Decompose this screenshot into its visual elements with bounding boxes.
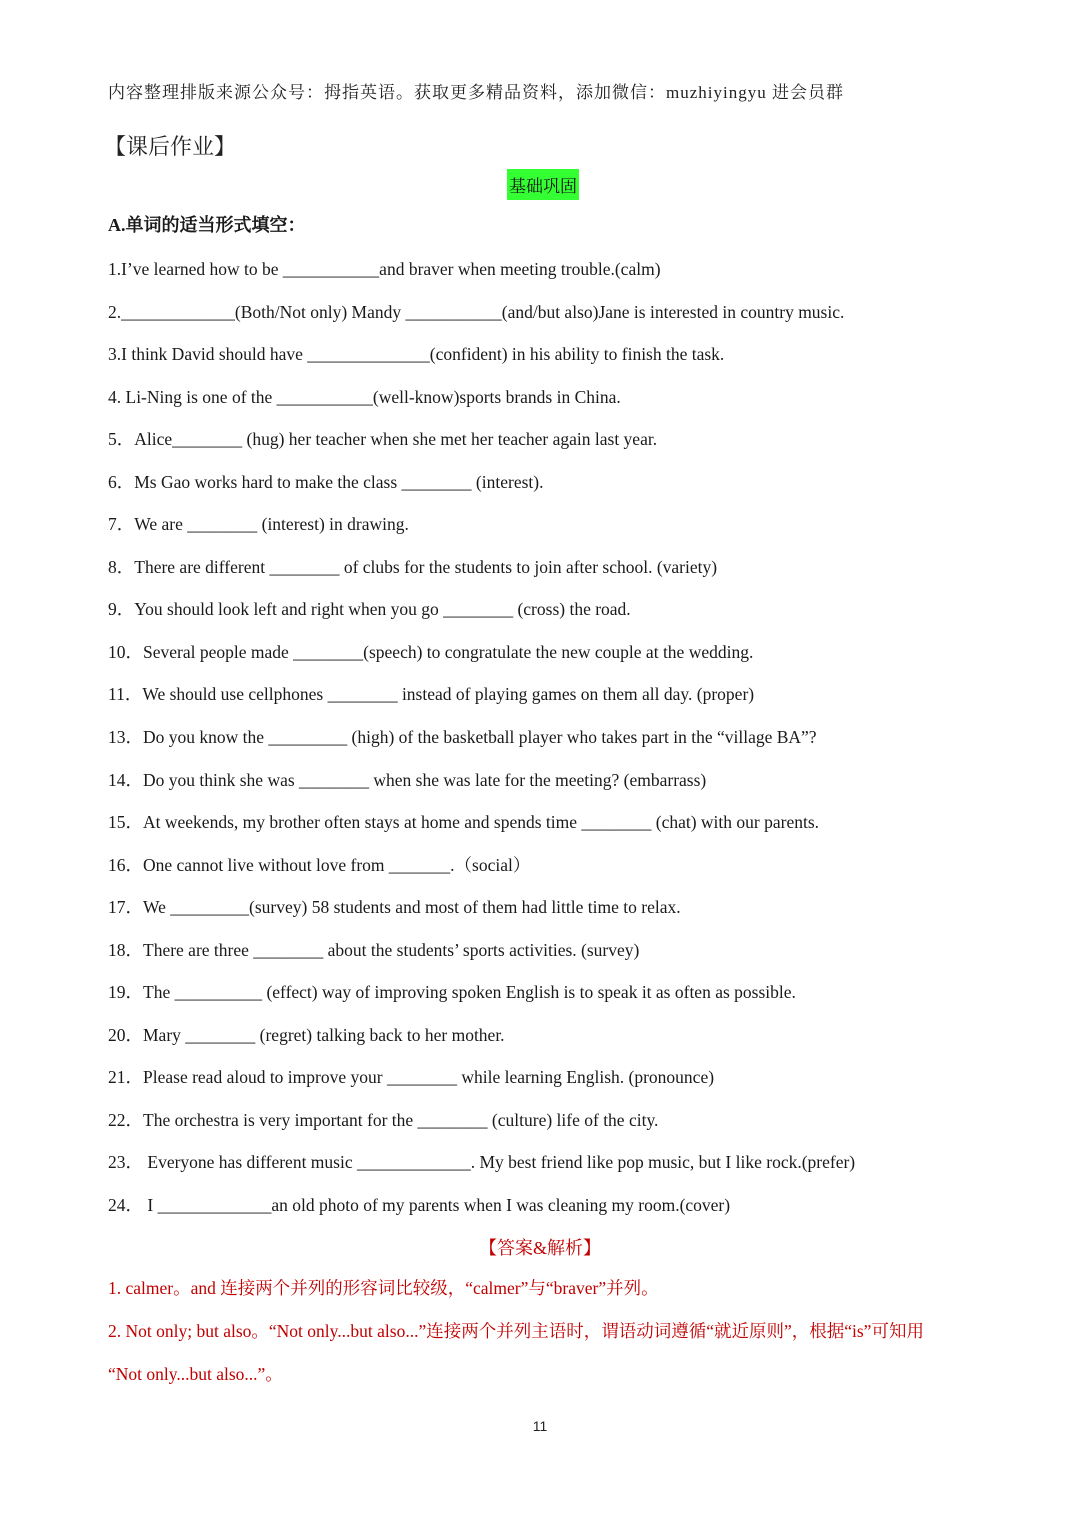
question-item: 6．Ms Gao works hard to make the class ________ (interest). bbox=[108, 471, 544, 492]
section-title: 【课后作业】 bbox=[104, 134, 237, 159]
question-item: 9．You should look left and right when you go ________ (cross) the road. bbox=[108, 599, 631, 620]
question-item: 19．The __________ (effect) way of improving spoken English is to speak it as often as possible. bbox=[108, 982, 796, 1003]
question-item: 8．There are different ________ of clubs for the students to join after school. (variety) bbox=[108, 556, 718, 577]
question-item: 23． Everyone has different music _____________. My best friend like pop music, but I like rock.(prefer) bbox=[108, 1152, 856, 1173]
question-item: 17．We _________(survey) 58 students and most of them had little time to relax. bbox=[108, 897, 681, 918]
question-item: 24． I _____________an old photo of my parents when I was cleaning my room.(cover) bbox=[108, 1195, 731, 1216]
question-item: 22．The orchestra is very important for the ________ (culture) life of the city. bbox=[108, 1109, 659, 1130]
question-item: 11．We should use cellphones ________ instead of playing games on them all day. (proper) bbox=[108, 684, 755, 705]
question-item: 15．At weekends, my brother often stays at home and spends time ________ (chat) with our parents. bbox=[108, 812, 820, 833]
question-item: 18．There are three ________ about the students’ sports activities. (survey) bbox=[108, 939, 640, 960]
question-item: 14．Do you think she was ________ when she was late for the meeting? (embarrass) bbox=[108, 769, 707, 790]
question-item: 4. Li-Ning is one of the ___________(well-know)sports brands in China. bbox=[108, 386, 621, 407]
question-list bbox=[108, 257, 988, 1236]
answer-2-line-1: 2. Not only; but also。“Not only...but also...”连接两个并列主语时，谓语动词遵循“就近原则”，根据“is”可知用 bbox=[108, 1321, 924, 1341]
question-item: 5．Alice________ (hug) her teacher when she met her teacher again last year. bbox=[108, 429, 658, 450]
part-heading: A.单词的适当形式填空： bbox=[108, 215, 306, 235]
level-badge: 基础巩固 bbox=[507, 169, 579, 200]
question-item: 16．One cannot live without love from _______.（social） bbox=[108, 854, 531, 875]
page-number: 11 bbox=[532, 1418, 548, 1434]
answer-1: 1. calmer。and 连接两个并列的形容词比较级，“calmer”与“braver”并列。 bbox=[108, 1278, 659, 1298]
answers-title: 【答案&解析】 bbox=[478, 1238, 601, 1258]
source-note: 内容整理排版来源公众号：拇指英语。获取更多精品资料，添加微信：muzhiyingyu 进会员群 bbox=[108, 83, 844, 102]
answer-2-line-2: “Not only...but also...”。 bbox=[108, 1364, 283, 1384]
question-item: 13．Do you know the _________ (high) of the basketball player who takes part in the “village BA”? bbox=[108, 727, 817, 748]
question-item: 3.I think David should have ______________(confident) in his ability to finish the task. bbox=[108, 344, 725, 365]
question-item: 10．Several people made ________(speech) to congratulate the new couple at the wedding. bbox=[108, 641, 754, 662]
question-item: 2._____________(Both/Not only) Mandy ___________(and/but also)Jane is interested in country music. bbox=[108, 301, 845, 322]
question-item: 7．We are ________ (interest) in drawing. bbox=[108, 514, 409, 535]
question-item: 21．Please read aloud to improve your ________ while learning English. (pronounce) bbox=[108, 1067, 715, 1088]
question-item: 20．Mary ________ (regret) talking back to her mother. bbox=[108, 1024, 505, 1045]
question-item: 1.I’ve learned how to be ___________and braver when meeting trouble.(calm) bbox=[108, 259, 661, 279]
